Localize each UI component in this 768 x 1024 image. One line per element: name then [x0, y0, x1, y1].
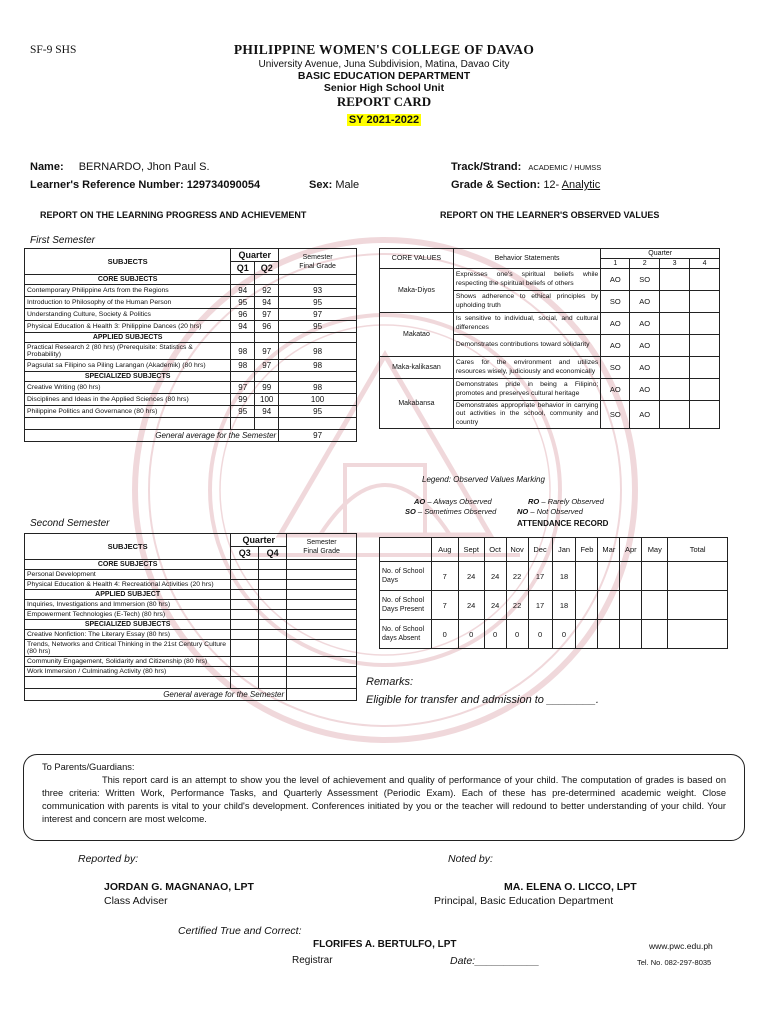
- value-mark-q3: [660, 313, 690, 335]
- subject-row: [25, 309, 357, 321]
- value-mark-q1: AO: [601, 335, 630, 357]
- adviser-name: JORDAN G. MAGNANAO, LPT: [104, 881, 254, 893]
- grade-final: 95: [279, 321, 357, 333]
- attendance-value: 24: [484, 562, 506, 591]
- value-mark-q3: [660, 291, 690, 313]
- first-semester-title: First Semester: [30, 235, 96, 246]
- subjects-header: SUBJECTS: [25, 534, 231, 560]
- grade-final: 98: [279, 360, 357, 372]
- value-mark-q1: SO: [601, 401, 630, 429]
- second-semester-title: Second Semester: [30, 518, 110, 529]
- attendance-value: 7: [431, 562, 458, 591]
- value-mark-q2: SO: [630, 269, 660, 291]
- subject-row: [25, 630, 357, 640]
- unit: Senior High School Unit: [323, 82, 445, 94]
- attendance-value: [576, 620, 598, 649]
- empty-cell: [287, 677, 357, 689]
- attendance-value: 17: [528, 562, 552, 591]
- subject-name: Practical Research 2 (80 hrs) (Prerequisite: Statistics & Probability): [25, 343, 231, 360]
- final-grade-header: Semester Final Grade: [287, 534, 357, 560]
- document-title: REPORT CARD: [336, 94, 432, 109]
- attendance-row-label: No. of School Days Present: [380, 591, 432, 620]
- grade-qa: 97: [231, 382, 255, 394]
- subject-name: Physical Education & Health 4: Recreational Activities (20 hrs): [25, 580, 231, 590]
- grade-qa: [231, 600, 259, 610]
- grade-final: 98: [279, 382, 357, 394]
- subject-row: [25, 570, 357, 580]
- subject-row: [25, 343, 357, 360]
- grade-final: 95: [279, 406, 357, 418]
- attendance-value: 0: [528, 620, 552, 649]
- grade-final: [287, 630, 357, 640]
- attendance-month: Oct: [484, 538, 506, 562]
- grade-qb: [259, 630, 287, 640]
- core-value-name: Makatao: [380, 313, 454, 357]
- empty-cell: [231, 590, 259, 600]
- attendance-value: 0: [506, 620, 528, 649]
- attendance-value: 24: [458, 591, 484, 620]
- department: BASIC EDUCATION DEPARTMENT: [297, 70, 471, 82]
- track-row: [451, 161, 601, 173]
- legend-title: Legend: Observed Values Marking: [422, 475, 545, 484]
- empty-cell: [231, 620, 259, 630]
- subject-name: Work Immersion / Culminating Activity (80 hrs): [25, 667, 231, 677]
- attendance-title: ATTENDANCE RECORD: [517, 519, 609, 528]
- empty-cell: [231, 333, 255, 343]
- reported-by-label: Reported by:: [78, 853, 139, 865]
- legend-so: SO – Sometimes Observed: [405, 507, 497, 516]
- category-label: CORE SUBJECTS: [25, 275, 231, 285]
- attendance-value: 17: [528, 591, 552, 620]
- remarks-label: Remarks:: [366, 676, 414, 688]
- subject-name: Trends, Networks and Critical Thinking in the 21st Century Culture (80 hrs): [25, 640, 231, 657]
- grade-qa: [231, 580, 259, 590]
- sex-row: [309, 179, 359, 191]
- grade-qb: [259, 600, 287, 610]
- parents-notice: [23, 754, 745, 841]
- lrn-row: [30, 179, 260, 191]
- subject-row: [25, 610, 357, 620]
- grade-qb: [259, 580, 287, 590]
- subject-name: Philippine Politics and Governance (80 hrs): [25, 406, 231, 418]
- category-row: [25, 620, 357, 630]
- attendance-value: [668, 562, 728, 591]
- core-values-header: CORE VALUES: [380, 249, 454, 269]
- sex-value: Male: [335, 179, 360, 191]
- attendance-value: [598, 620, 620, 649]
- subject-row: [25, 297, 357, 309]
- attendance-month: Jan: [552, 538, 576, 562]
- category-row: [25, 333, 357, 343]
- value-mark-q4: [690, 357, 720, 379]
- empty-cell: [255, 275, 279, 285]
- subject-name: Disciplines and Ideas in the Applied Sciences (80 hrs): [25, 394, 231, 406]
- final-grade-header: Semester Final Grade: [279, 249, 357, 275]
- general-average-row: [25, 430, 357, 442]
- values-row: [380, 313, 720, 335]
- empty-cell: [259, 620, 287, 630]
- grade-qb: 100: [255, 394, 279, 406]
- attendance-value: 0: [552, 620, 576, 649]
- attendance-table: [379, 537, 728, 649]
- subject-row: [25, 321, 357, 333]
- empty-cell: [259, 560, 287, 570]
- grade-qb: [259, 667, 287, 677]
- attendance-value: 18: [552, 591, 576, 620]
- grade-qb: [259, 570, 287, 580]
- grade-final: 93: [279, 285, 357, 297]
- attendance-month: Nov: [506, 538, 528, 562]
- behavior-statement: Cares for the environment and utilizes resources wisely, judiciously and economically: [453, 357, 601, 379]
- value-mark-q4: [690, 379, 720, 401]
- attendance-month: Aug: [431, 538, 458, 562]
- grade-label: Grade & Section:: [451, 179, 541, 191]
- value-mark-q2: AO: [630, 291, 660, 313]
- grade-qa: [231, 610, 259, 620]
- value-mark-q4: [690, 335, 720, 357]
- subject-row: [25, 360, 357, 372]
- empty-cell: [231, 677, 259, 689]
- value-mark-q1: SO: [601, 357, 630, 379]
- name-label: Name:: [30, 161, 64, 173]
- lrn-label: Learner's Reference Number:: [30, 179, 184, 191]
- grade-final: [287, 657, 357, 667]
- value-mark-q2: AO: [630, 335, 660, 357]
- value-mark-q2: AO: [630, 401, 660, 429]
- q4-header: Q4: [259, 547, 287, 560]
- grade-qa: 95: [231, 297, 255, 309]
- grade-qa: 98: [231, 343, 255, 360]
- notice-greeting: To Parents/Guardians:: [42, 762, 135, 772]
- subject-row: [25, 580, 357, 590]
- notice-body: This report card is an attempt to show you the level of achievement and quality of performance of your child. The computation of grades is based on three criteria: Written Work, Performance Tasks, and Quarterly Assessment (Periodic Exam). Each of these has pre-determined academic weight. Close communication with parents is vital to your child's development. Conferences initiated by you or the teacher will redound to better understanding of your child. Your interest and concern are most welcome.: [42, 775, 726, 824]
- grade-qb: 99: [255, 382, 279, 394]
- section-value: Analytic: [561, 179, 601, 191]
- q2-header: Q2: [255, 262, 279, 275]
- general-average-label: General average for the Semester: [25, 430, 279, 442]
- value-mark-q3: [660, 335, 690, 357]
- q1-header: Q1: [231, 262, 255, 275]
- attendance-value: [668, 620, 728, 649]
- category-label: CORE SUBJECTS: [25, 560, 231, 570]
- core-value-name: Maka-Diyos: [380, 269, 454, 313]
- blank-row: [25, 418, 357, 430]
- attendance-value: [598, 562, 620, 591]
- certified-label: Certified True and Correct:: [178, 925, 302, 937]
- value-mark-q2: AO: [630, 379, 660, 401]
- category-row: [25, 275, 357, 285]
- value-mark-q4: [690, 291, 720, 313]
- attendance-value: 24: [458, 562, 484, 591]
- values-row: [380, 269, 720, 291]
- attendance-row: [380, 620, 728, 649]
- subject-name: Introduction to Philosophy of the Human Person: [25, 297, 231, 309]
- grade-qa: 98: [231, 360, 255, 372]
- subject-name: Pagsulat sa Filipino sa Piling Larangan (Akademik) (80 hrs): [25, 360, 231, 372]
- grade-qa: 94: [231, 321, 255, 333]
- subject-row: [25, 382, 357, 394]
- grade-qb: 94: [255, 406, 279, 418]
- attendance-value: [642, 591, 668, 620]
- attendance-value: 7: [431, 591, 458, 620]
- category-label: SPECIALIZED SUBJECTS: [25, 372, 231, 382]
- value-mark-q3: [660, 401, 690, 429]
- attendance-value: [576, 562, 598, 591]
- grade-final: 97: [279, 309, 357, 321]
- general-average-value: 97: [279, 430, 357, 442]
- general-average-label: General average for the Semester: [25, 689, 287, 701]
- attendance-month: Mar: [598, 538, 620, 562]
- attendance-value: [620, 620, 642, 649]
- empty-cell: [287, 620, 357, 630]
- value-mark-q2: AO: [630, 313, 660, 335]
- attendance-row: [380, 562, 728, 591]
- values-quarter-header: Quarter: [601, 249, 720, 259]
- empty-cell: [25, 418, 231, 430]
- values-q2-header: 2: [630, 259, 660, 269]
- subject-row: [25, 600, 357, 610]
- empty-cell: [231, 372, 255, 382]
- subject-row: [25, 406, 357, 418]
- attendance-month: Feb: [576, 538, 598, 562]
- student-name: BERNARDO, Jhon Paul S.: [78, 161, 210, 173]
- adviser-title: Class Adviser: [104, 895, 168, 907]
- values-row: [380, 357, 720, 379]
- value-mark-q2: AO: [630, 357, 660, 379]
- empty-cell: [231, 418, 255, 430]
- grade-qa: [231, 657, 259, 667]
- general-average-row: [25, 689, 357, 701]
- category-label: SPECIALIZED SUBJECTS: [25, 620, 231, 630]
- attendance-value: [576, 591, 598, 620]
- attendance-value: 0: [458, 620, 484, 649]
- empty-cell: [259, 677, 287, 689]
- empty-cell: [259, 590, 287, 600]
- subject-name: Creative Nonfiction: The Literary Essay (80 hrs): [25, 630, 231, 640]
- behavior-statement: Demonstrates contributions toward solidarity: [453, 335, 601, 357]
- attendance-value: [642, 562, 668, 591]
- empty-cell: [255, 333, 279, 343]
- value-mark-q4: [690, 401, 720, 429]
- grade-final: [287, 667, 357, 677]
- grade-qb: [259, 610, 287, 620]
- behavior-statement: Demonstrates pride in being a Filipino; promotes and preserves cultural heritage: [453, 379, 601, 401]
- core-value-name: Maka-kalikasan: [380, 357, 454, 379]
- subject-name: Contemporary Philippine Arts from the Regions: [25, 285, 231, 297]
- principal-title: Principal, Basic Education Department: [434, 895, 614, 907]
- attendance-row: [380, 591, 728, 620]
- attendance-value: 22: [506, 591, 528, 620]
- subject-row: [25, 667, 357, 677]
- empty-cell: [279, 372, 357, 382]
- attendance-value: [620, 562, 642, 591]
- empty-cell: [279, 333, 357, 343]
- empty-cell: [287, 590, 357, 600]
- behavior-statement: Expresses one's spiritual beliefs while respecting the spiritual beliefs of others: [453, 269, 601, 291]
- value-mark-q3: [660, 269, 690, 291]
- grade-qb: 94: [255, 297, 279, 309]
- attendance-value: 0: [484, 620, 506, 649]
- grade-value: 12-: [543, 179, 560, 191]
- subject-name: Inquiries, Investigations and Immersion (80 hrs): [25, 600, 231, 610]
- empty-cell: [279, 275, 357, 285]
- category-row: [25, 372, 357, 382]
- registrar-name: FLORIFES A. BERTULFO, LPT: [313, 939, 457, 950]
- school-address: University Avenue, Juna Subdivision, Matina, Davao City: [258, 59, 510, 70]
- quarter-header: Quarter: [231, 249, 279, 262]
- grade-final: [287, 570, 357, 580]
- grade-qb: [259, 640, 287, 657]
- grade-final: [287, 640, 357, 657]
- attendance-value: 18: [552, 562, 576, 591]
- empty-cell: [255, 372, 279, 382]
- core-value-name: Makabansa: [380, 379, 454, 429]
- subjects-header: SUBJECTS: [25, 249, 231, 275]
- general-average-value: [287, 689, 357, 701]
- value-mark-q3: [660, 379, 690, 401]
- empty-cell: [255, 418, 279, 430]
- behavior-statement: Demonstrates appropriate behavior in carrying out activities in the school, community and country: [453, 401, 601, 429]
- empty-cell: [231, 275, 255, 285]
- grade-final: [287, 580, 357, 590]
- student-name-row: [30, 161, 210, 173]
- website: www.pwc.edu.ph: [649, 941, 713, 951]
- value-mark-q1: SO: [601, 291, 630, 313]
- form-code: SF-9 SHS: [30, 44, 77, 56]
- values-title: REPORT ON THE LEARNER'S OBSERVED VALUES: [440, 210, 660, 220]
- grade-final: 98: [279, 343, 357, 360]
- quarter-header: Quarter: [231, 534, 287, 547]
- grade-qa: [231, 570, 259, 580]
- track-value: ACADEMIC / HUMSS: [528, 163, 602, 172]
- values-row: [380, 379, 720, 401]
- grade-qa: 96: [231, 309, 255, 321]
- category-label: APPLIED SUBJECT: [25, 590, 231, 600]
- subject-row: [25, 640, 357, 657]
- subject-name: Personal Development: [25, 570, 231, 580]
- attendance-month: Apr: [620, 538, 642, 562]
- school-year: SY 2021-2022: [348, 114, 420, 126]
- legend-no: NO – Not Observed: [517, 507, 583, 516]
- attendance-value: [642, 620, 668, 649]
- legend-ao: AO – Always Observed: [414, 497, 492, 506]
- q3-header: Q3: [231, 547, 259, 560]
- subject-name: Creative Writing (80 hrs): [25, 382, 231, 394]
- attendance-month: May: [642, 538, 668, 562]
- grade-qa: [231, 667, 259, 677]
- grade-final: 95: [279, 297, 357, 309]
- attendance-value: 24: [484, 591, 506, 620]
- subject-row: [25, 394, 357, 406]
- value-mark-q1: AO: [601, 269, 630, 291]
- subject-name: Community Engagement, Solidarity and Citizenship (80 hrs): [25, 657, 231, 667]
- grade-final: [287, 610, 357, 620]
- values-q4-header: 4: [690, 259, 720, 269]
- attendance-month: Dec: [528, 538, 552, 562]
- subject-name: Empowerment Technologies (E-Tech) (80 hrs): [25, 610, 231, 620]
- telephone: Tel. No. 082-297-8035: [637, 958, 712, 967]
- grade-final: [287, 600, 357, 610]
- value-mark-q4: [690, 269, 720, 291]
- subject-row: [25, 285, 357, 297]
- value-mark-q1: AO: [601, 379, 630, 401]
- grade-qa: [231, 640, 259, 657]
- grade-qb: 97: [255, 309, 279, 321]
- registrar-title: Registrar: [292, 955, 333, 966]
- principal-name: MA. ELENA O. LICCO, LPT: [504, 881, 637, 893]
- subject-name: Understanding Culture, Society & Politics: [25, 309, 231, 321]
- grade-qb: 96: [255, 321, 279, 333]
- empty-cell: [279, 418, 357, 430]
- subject-name: Physical Education & Health 3: Philippine Dances (20 hrs): [25, 321, 231, 333]
- value-mark-q1: AO: [601, 313, 630, 335]
- grade-qb: 97: [255, 343, 279, 360]
- progress-title: REPORT ON THE LEARNING PROGRESS AND ACHIEVEMENT: [40, 210, 307, 220]
- blank-row: [25, 677, 357, 689]
- behavior-statement: Is sensitive to individual, social, and cultural differences: [453, 313, 601, 335]
- attendance-row-label: No. of School Days: [380, 562, 432, 591]
- legend-ro: RO – Rarely Observed: [528, 497, 604, 506]
- grade-qb: [259, 657, 287, 667]
- grade-qa: 99: [231, 394, 255, 406]
- subject-row: [25, 657, 357, 667]
- attendance-header-row: [380, 538, 728, 562]
- track-label: Track/Strand:: [451, 161, 522, 173]
- empty-cell: [231, 560, 259, 570]
- sex-label: Sex:: [309, 179, 333, 191]
- attendance-month: Sept: [458, 538, 484, 562]
- attendance-row-label: No. of School days Absent: [380, 620, 432, 649]
- behavior-statement: Shows adherence to ethical principles by upholding truth: [453, 291, 601, 313]
- category-label: APPLIED SUBJECTS: [25, 333, 231, 343]
- value-mark-q4: [690, 313, 720, 335]
- attendance-value: [668, 591, 728, 620]
- grade-qa: 95: [231, 406, 255, 418]
- attendance-month: Total: [668, 538, 728, 562]
- noted-by-label: Noted by:: [448, 853, 493, 865]
- attendance-value: [620, 591, 642, 620]
- school-name: PHILIPPINE WOMEN'S COLLEGE OF DAVAO: [233, 42, 535, 57]
- observed-values-table: [379, 248, 720, 429]
- values-q1-header: 1: [601, 259, 630, 269]
- category-row: [25, 560, 357, 570]
- first-semester-table: [24, 248, 357, 442]
- behavior-header: Behavior Statements: [453, 249, 601, 269]
- attendance-corner: [380, 538, 432, 562]
- grade-final: 100: [279, 394, 357, 406]
- grade-qb: 97: [255, 360, 279, 372]
- empty-cell: [287, 560, 357, 570]
- values-q3-header: 3: [660, 259, 690, 269]
- empty-cell: [25, 677, 231, 689]
- date-field: Date:___________: [450, 955, 540, 967]
- value-mark-q3: [660, 357, 690, 379]
- grade-qb: 92: [255, 285, 279, 297]
- attendance-value: [598, 591, 620, 620]
- category-row: [25, 590, 357, 600]
- remarks-text: Eligible for transfer and admission to ________.: [366, 694, 599, 706]
- attendance-value: 22: [506, 562, 528, 591]
- attendance-value: 0: [431, 620, 458, 649]
- grade-qa: [231, 630, 259, 640]
- lrn-value: 129734090054: [186, 179, 261, 191]
- second-semester-table: [24, 533, 357, 701]
- grade-qa: 94: [231, 285, 255, 297]
- grade-row: [451, 179, 600, 191]
